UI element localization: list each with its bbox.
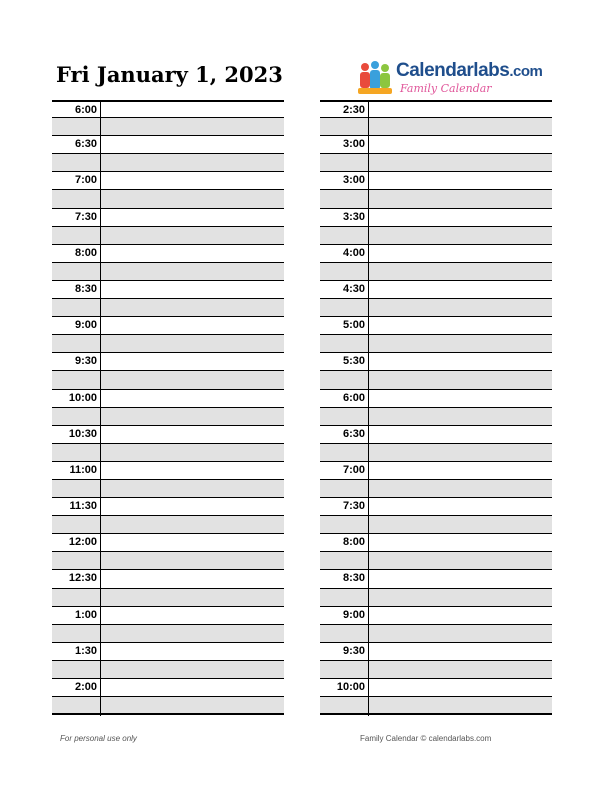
time-slot-row[interactable] [320,679,552,697]
footer-note: For personal use only [60,734,137,743]
time-label: 6:30 [342,427,365,440]
time-slot-row-shaded[interactable] [52,408,284,426]
time-slot-row[interactable] [320,570,552,588]
calendarlabs-logo [356,58,556,100]
time-label: 5:30 [342,355,365,368]
time-slot-row[interactable] [52,498,284,516]
time-slot-row-shaded[interactable] [52,552,284,570]
time-label: 7:00 [342,463,365,476]
time-label: 9:00 [342,608,365,621]
time-slot-row-shaded[interactable] [320,227,552,245]
time-slot-row-shaded[interactable] [320,263,552,281]
schedule-column-right [320,100,552,715]
time-label: 9:30 [342,644,365,657]
time-slot-row[interactable] [52,607,284,625]
time-label: 6:00 [74,104,97,116]
time-slot-row[interactable] [320,498,552,516]
time-slot-row[interactable] [52,209,284,227]
time-label: 3:00 [342,174,365,187]
time-label: 10:00 [336,681,365,693]
time-label: 10:30 [68,427,97,440]
time-slot-row-shaded[interactable] [52,444,284,462]
time-slot-row[interactable] [52,643,284,661]
time-label: 2:30 [342,104,365,116]
time-slot-row-shaded[interactable] [320,444,552,462]
time-slot-row[interactable] [52,462,284,480]
time-slot-row[interactable] [52,172,284,190]
time-slot-row-shaded[interactable] [320,661,552,679]
schedule-column-left [52,100,284,715]
time-label: 6:30 [74,138,97,151]
time-slot-row[interactable] [320,136,552,154]
time-slot-row[interactable] [320,607,552,625]
time-slot-row-shaded[interactable] [320,552,552,570]
time-label: 3:30 [342,210,365,223]
time-label: 4:00 [342,246,365,259]
time-label: 8:00 [74,246,97,259]
time-slot-row[interactable] [52,534,284,552]
time-slot-row-shaded[interactable] [320,190,552,208]
time-slot-row[interactable] [320,643,552,661]
time-slot-row-shaded[interactable] [320,371,552,389]
logo-wordmark: Calendarlabs.com [396,60,543,81]
time-label: 6:00 [342,391,365,404]
time-label: 11:30 [69,500,97,513]
time-slot-row-shaded[interactable] [52,190,284,208]
time-slot-row-shaded[interactable] [52,697,284,715]
page-title: Fri January 1, 2023 [56,62,283,87]
time-label: 7:00 [74,174,97,187]
time-slot-row-shaded[interactable] [52,335,284,353]
time-slot-row-shaded[interactable] [52,299,284,317]
time-label: 1:30 [74,644,97,657]
time-slot-row-shaded[interactable] [320,516,552,534]
time-slot-row[interactable] [52,390,284,408]
time-label: 5:00 [342,319,365,332]
time-slot-row[interactable] [320,281,552,299]
time-slot-row-shaded[interactable] [52,661,284,679]
time-label: 12:30 [68,572,97,585]
time-slot-row[interactable] [320,172,552,190]
time-label: 7:30 [74,210,97,223]
time-slot-row-shaded[interactable] [320,589,552,607]
time-slot-row[interactable] [320,462,552,480]
time-label: 4:30 [342,282,365,295]
family-figures-icon [356,60,394,98]
time-label: 7:30 [342,500,365,513]
time-slot-row-shaded[interactable] [52,263,284,281]
time-slot-row-shaded[interactable] [52,371,284,389]
time-slot-row-shaded[interactable] [52,227,284,245]
logo-tagline: Family Calendar [400,82,492,95]
time-slot-row-shaded[interactable] [320,335,552,353]
time-slot-row[interactable] [52,679,284,697]
time-slot-row-shaded[interactable] [320,480,552,498]
time-label: 9:30 [74,355,97,368]
time-slot-row[interactable] [320,534,552,552]
time-slot-row[interactable] [320,317,552,335]
time-label: 2:00 [74,681,97,693]
time-divider-right [368,100,369,716]
time-slot-row-shaded[interactable] [320,154,552,172]
time-slot-row[interactable] [320,353,552,371]
time-slot-row[interactable] [52,100,284,118]
time-label: 8:30 [342,572,365,585]
time-label: 11:00 [69,463,97,476]
time-slot-row[interactable] [52,245,284,263]
time-slot-row-shaded[interactable] [52,118,284,136]
time-slot-row[interactable] [320,390,552,408]
footer-credit: Family Calendar © calendarlabs.com [360,734,492,743]
time-slot-row[interactable] [320,426,552,444]
time-slot-row[interactable] [52,570,284,588]
time-slot-row-shaded[interactable] [320,118,552,136]
time-slot-row-shaded[interactable] [52,516,284,534]
time-slot-row-shaded[interactable] [52,625,284,643]
time-label: 8:30 [74,282,97,295]
time-label: 12:00 [68,536,97,549]
time-slot-row[interactable] [320,100,552,118]
time-slot-row[interactable] [52,353,284,371]
time-label: 9:00 [74,319,97,332]
time-slot-row-shaded[interactable] [52,154,284,172]
time-slot-row-shaded[interactable] [52,480,284,498]
time-slot-row-shaded[interactable] [320,625,552,643]
time-label: 1:00 [74,608,97,621]
time-slot-row-shaded[interactable] [320,299,552,317]
time-slot-row[interactable] [320,245,552,263]
time-divider-left [100,100,101,716]
time-slot-row-shaded[interactable] [52,589,284,607]
time-slot-row[interactable] [52,317,284,335]
time-slot-row[interactable] [320,209,552,227]
time-slot-row[interactable] [52,426,284,444]
time-slot-row-shaded[interactable] [320,408,552,426]
time-label: 10:00 [68,391,97,404]
time-slot-row[interactable] [52,136,284,154]
time-slot-row[interactable] [52,281,284,299]
time-label: 3:00 [342,138,365,151]
time-label: 8:00 [342,536,365,549]
time-slot-row-shaded[interactable] [320,697,552,715]
